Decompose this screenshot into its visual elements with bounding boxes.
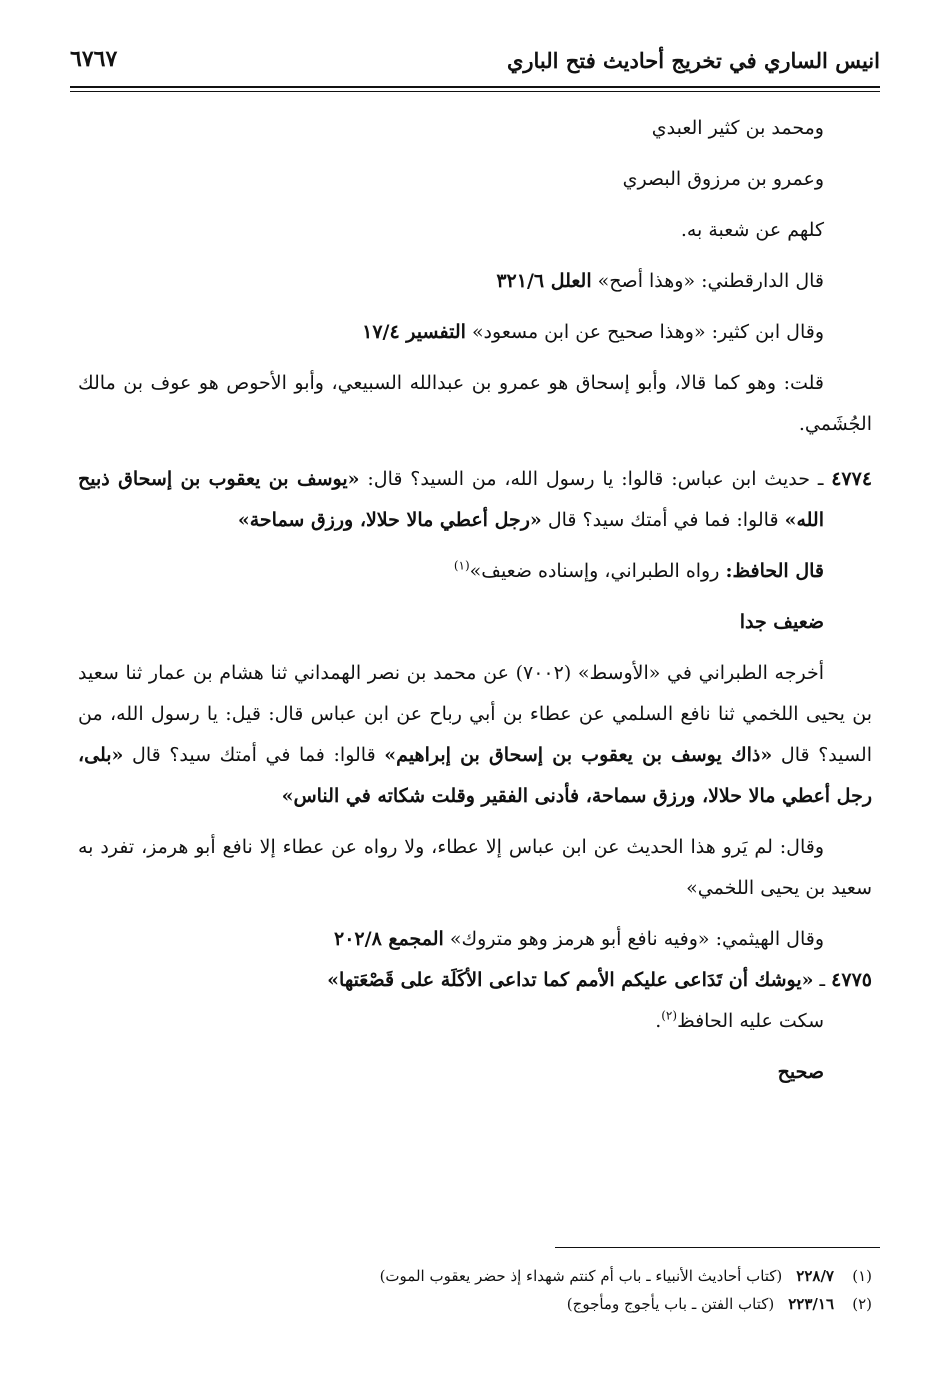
- hafiz-label: قال الحافظ:: [725, 560, 824, 582]
- haythami-quote: «وفيه نافع أبو هرمز وهو متروك»: [449, 928, 710, 950]
- chain-line-2: وعمرو بن مرزوق البصري: [622, 168, 824, 190]
- daraqutni-statement: [78, 261, 872, 302]
- hadith-4775-text: «يوشك أن تَدَاعى عليكم الأمم كما تداعى الأكَلَة على قَصْعَتها»: [327, 969, 814, 991]
- header-rule-thin: [70, 91, 880, 92]
- page-header: [70, 42, 880, 82]
- daraqutni-speaker: قال الدارقطني:: [701, 270, 824, 292]
- page-body: [78, 106, 872, 1093]
- ibn-kathir-quote: «وهذا صحيح عن ابن مسعود»: [471, 321, 706, 343]
- hadith-4774-mid: قالوا: فما في أمتك سيد؟ قال: [547, 509, 779, 531]
- ibn-kathir-source: التفسير ١٧/٤: [362, 321, 466, 343]
- hadith-4774-intro: حديث ابن عباس: قالوا: يا رسول الله، من السيد؟ قال:: [367, 468, 810, 490]
- haythami-statement: [78, 919, 872, 960]
- grade-4775: صحيح: [777, 1061, 824, 1083]
- footnote-marker-1: (١): [453, 558, 470, 573]
- daraqutni-source: العلل ٣٢١/٦: [496, 270, 592, 292]
- hadith-4775: ٤٧٧٥ ـ «يوشك أن تَدَاعى عليكم الأمم كما تداعى الأكَلَة على قَصْعَتها»: [327, 969, 872, 991]
- grade-4774: ضعيف جدا: [739, 611, 824, 633]
- haythami-source: المجمع ٢٠٢/٨: [334, 928, 444, 950]
- hadith-4774: ٤٧٧٤ ـ حديث ابن عباس: قالوا: يا رسول الله، من السيد؟ قال: «يوسف بن يعقوب بن إسحاق ذبيح الله» قالوا: فما في أمتك سيد؟ قال «رجل أعطي مالا حلالا، ورزق سماحة»: [78, 468, 873, 531]
- hafiz-comment-4775: سكت عليه الحافظ$^{(٢)}$.: [655, 1008, 824, 1032]
- hafiz-comment-4774: قال الحافظ: رواه الطبراني، وإسناده ضعيف»$^{(١)}$: [453, 558, 824, 582]
- header-rule-thick: [70, 86, 880, 88]
- haythami-speaker: وقال الهيثمي:: [715, 928, 824, 950]
- ibn-kathir-statement: [78, 312, 872, 353]
- daraqutni-quote: «وهذا أصح»: [597, 270, 696, 292]
- hadith-4774-number: ٤٧٧٤: [831, 468, 873, 490]
- qultu-note: قلت: وهو كما قالا، وأبو إسحاق هو عمرو بن عبدالله السبيعي، وأبو الأحوص هو عوف بن مالك الجُشَمي.: [78, 372, 872, 435]
- page-number: ٦٧٦٧: [70, 46, 118, 72]
- hadith-4775-number: ٤٧٧٥: [831, 969, 872, 991]
- footnote-rule: [555, 1247, 880, 1248]
- chain-line-1: ومحمد بن كثير العبدي: [651, 117, 824, 139]
- hadith-4774-answer-1: «يوسف بن يعقوب بن إسحاق ذبيح الله»: [78, 468, 824, 531]
- tabarani-note: وقال: لم يَرو هذا الحديث عن ابن عباس إلا عطاء، ولا رواه عن عطاء إلا نافع أبو هرمز، تفرد به سعيد بن يحيى اللخمي»: [78, 836, 872, 899]
- footnote-marker-2: (٢): [661, 1008, 678, 1023]
- footnotes: [78, 1262, 872, 1318]
- takhrij-4774: أخرجه الطبراني في «الأوسط» (٧٠٠٢) عن محمد بن نصر الهمداني ثنا هشام بن عمار ثنا سعيد بن يحيى اللخمي ثنا نافع السلمي عن عطاء بن أبي رباح عن ابن عباس قال: قيل: يا رسول الله، من السيد؟ قال «ذاك يوسف بن يعقوب بن إسحاق بن إبراهيم» قالوا: فما في أمتك سيد؟ قال «بلى، رجل أعطي مالا حلالا، ورزق سماحة، فأدنى الفقير وقلت شكاته في الناس»: [78, 662, 872, 807]
- footnote-1: (١)٢٢٨/٧(كتاب أحاديث الأنبياء ـ باب أم كنتم شهداء إذ حضر يعقوب الموت): [379, 1267, 872, 1285]
- chain-line-3: كلهم عن شعبة به.: [680, 219, 824, 241]
- ibn-kathir-speaker: وقال ابن كثير:: [711, 321, 824, 343]
- footnote-2: (٢)٢٢٣/١٦(كتاب الفتن ـ باب يأجوج ومأجوج): [566, 1295, 872, 1313]
- hadith-4774-answer-2: «رجل أعطي مالا حلالا، ورزق سماحة»: [237, 509, 542, 531]
- running-title: انيس الساري في تخريج أحاديث فتح الباري: [506, 48, 880, 73]
